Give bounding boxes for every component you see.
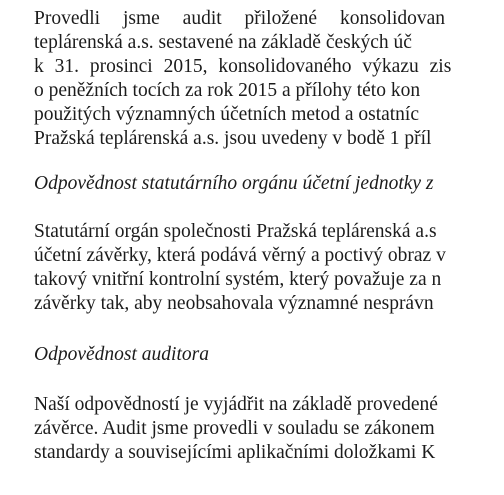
section-heading-auditor-responsibility: Odpovědnost auditora: [34, 344, 209, 365]
paragraph-line: o peněžních tocích za rok 2015 a přílohy této kon: [34, 80, 421, 101]
management-responsibility-paragraph: [34, 220, 504, 316]
paragraph-line: Statutární orgán společnosti Pražská teplárenská a.s: [34, 221, 437, 242]
paragraph-line: účetní závěrky, která podává věrný a poctivý obraz v: [34, 245, 446, 266]
auditor-responsibility-paragraph: [34, 393, 504, 465]
paragraph-line: k 31. prosinci 2015, konsolidovaného výkazu zis: [34, 56, 452, 77]
paragraph-line: teplárenská a.s. sestavené na základě českých úč: [34, 32, 412, 53]
paragraph-line: takový vnitřní kontrolní systém, který považuje za n: [34, 269, 442, 290]
section-heading-management-responsibility: Odpovědnost statutárního orgánu účetní jednotky z: [34, 173, 434, 194]
paragraph-line: Naší odpovědností je vyjádřit na základě provedené: [34, 394, 438, 415]
intro-paragraph: [34, 7, 504, 151]
paragraph-line: Pražská teplárenská a.s. jsou uvedeny v bodě 1 příl: [34, 128, 432, 149]
paragraph-line: závěrce. Audit jsme provedli v souladu se zákonem: [34, 418, 435, 439]
document-page: [34, 7, 504, 495]
paragraph-line: závěrky tak, aby neobsahovala významné nesprávn: [34, 293, 434, 314]
paragraph-line: použitých významných účetních metod a ostatníc: [34, 104, 420, 125]
paragraph-line: standardy a souvisejícími aplikačními doložkami K: [34, 442, 436, 463]
paragraph-line: Provedli jsme audit přiložené konsolidovan: [34, 8, 446, 29]
